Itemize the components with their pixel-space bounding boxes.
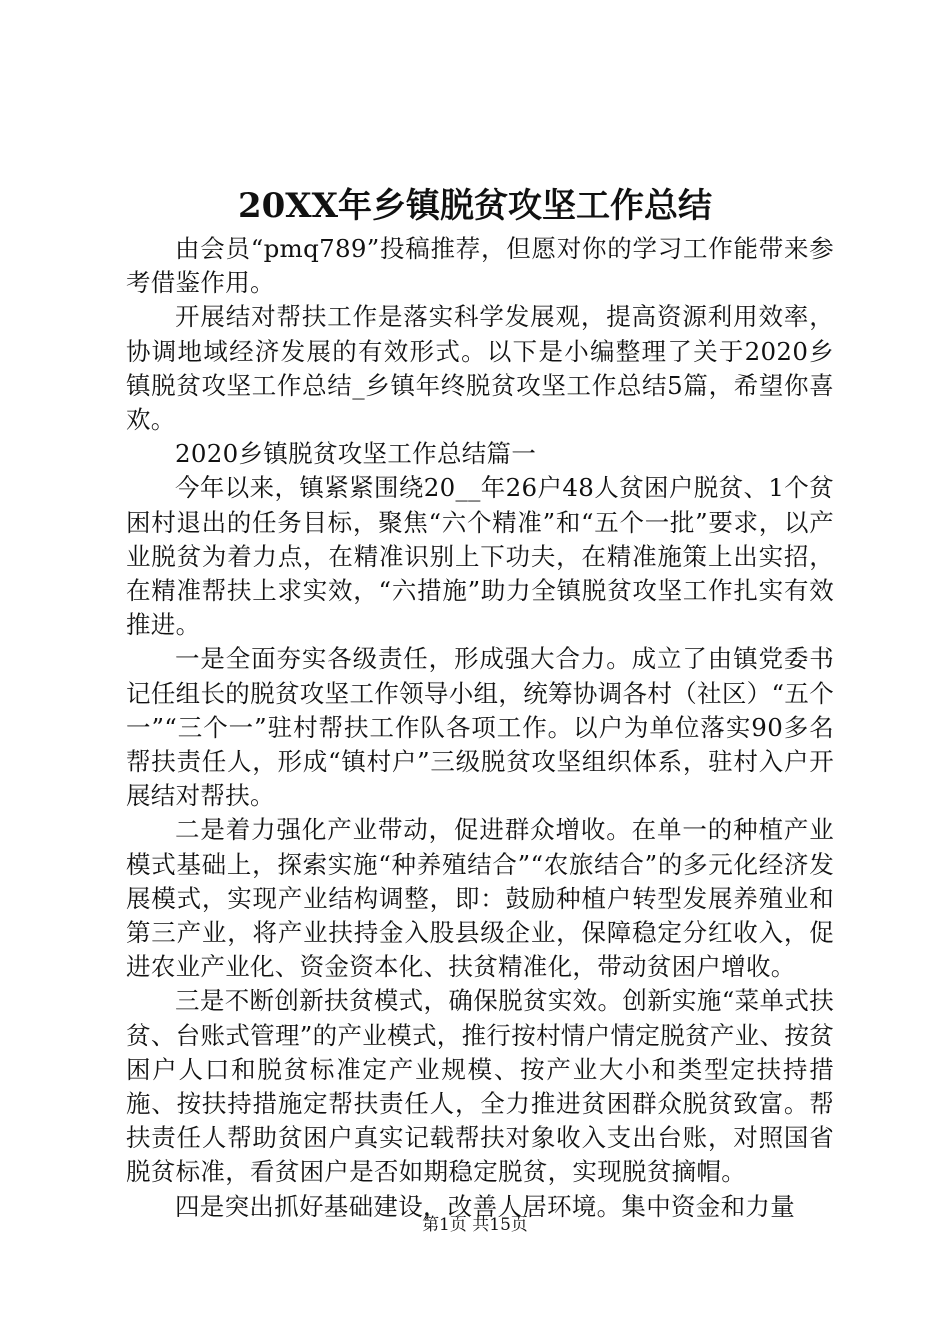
document-title: 20XX年乡镇脱贫攻坚工作总结 [237,186,713,226]
section-heading: 2020乡镇脱贫攻坚工作总结篇一 [175,439,537,469]
page-number: 第1页 共15页 [422,1215,528,1235]
paragraph-point-four: 四是突出抓好基础建设，改善人居环境。集中资金和力量 [175,1191,795,1221]
document-body [126,232,834,1224]
paragraph-summary: 开展结对帮扶工作是落实科学发展观，提高资源利用效率，协调地域经济发展的有效形式。以下是小编整理了关于2020乡镇脱贫攻坚工作总结_乡镇年终脱贫攻坚工作总结5篇，希望你喜欢。 [126,302,834,435]
paragraph-overview: 今年以来，镇紧紧围绕20__年26户48人贫困户脱贫、1个贫困村退出的任务目标，聚焦“六个精准”和“五个一批”要求，以产业脱贫为着力点，在精准识别上下功夫，在精准施策上出实招，在精准帮扶上求实效，“六措施”助力全镇脱贫攻坚工作扎实有效推进。 [126,473,834,640]
paragraph-intro: 由会员“pmq789”投稿推荐，但愿对你的学习工作能带来参考借鉴作用。 [126,234,834,298]
paragraph-point-two: 二是着力强化产业带动，促进群众增收。在单一的种植产业模式基础上，探索实施“种养殖结合”“农旅结合”的多元化经济发展模式，实现产业结构调整，即：鼓励种植户转型发展养殖业和第三产业，将产业扶持金入股县级企业，保障稳定分红收入，促进农业产业化、资金资本化、扶贫精准化，带动贫困户增收。 [126,815,834,982]
paragraph-point-three: 三是不断创新扶贫模式，确保脱贫实效。创新实施“菜单式扶贫、台账式管理”的产业模式，推行按村情户情定脱贫产业、按贫困户人口和脱贫标准定产业规模、按产业大小和类型定扶持措施、按扶持措施定帮扶责任人，全力推进贫困群众脱贫致富。帮扶责任人帮助贫困户真实记载帮扶对象收入支出台账，对照国省脱贫标准，看贫困户是否如期稳定脱贫，实现脱贫摘帽。 [126,986,834,1187]
paragraph-point-one: 一是全面夯实各级责任，形成强大合力。成立了由镇党委书记任组长的脱贫攻坚工作领导小组，统筹协调各村（社区）“五个一”“三个一”驻村帮扶工作队各项工作。以户为单位落实90多名帮扶责任人，形成“镇村户”三级脱贫攻坚组织体系，驻村入户开展结对帮扶。 [126,644,834,811]
